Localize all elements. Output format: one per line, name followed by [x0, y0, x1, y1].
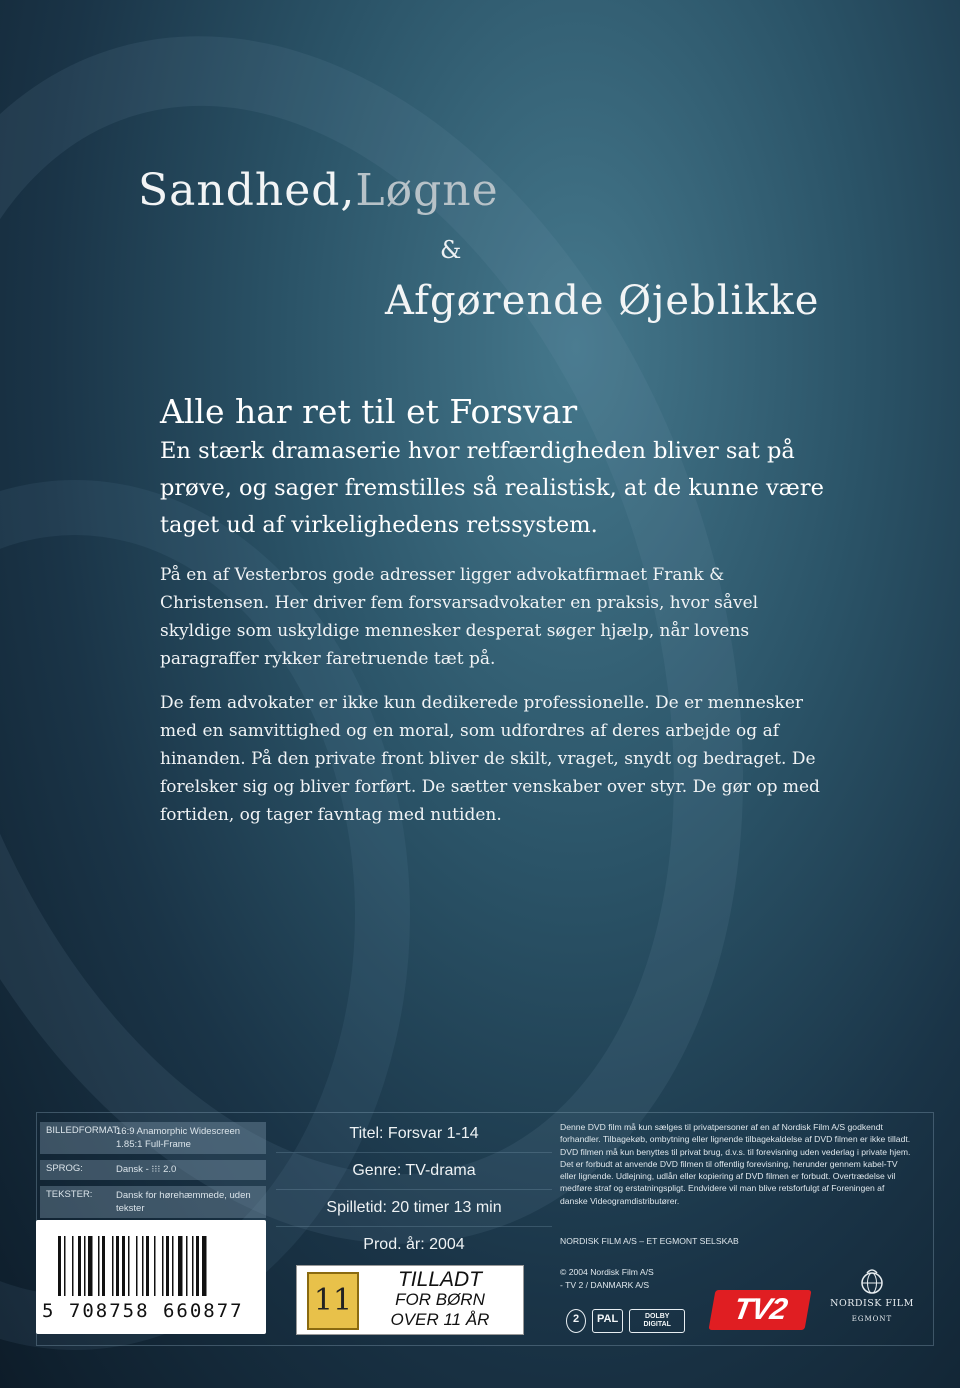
rating-line-3: OVER 11 ÅR — [390, 1310, 490, 1329]
copyright — [560, 1266, 720, 1292]
dolby-line-2: DIGITAL — [643, 1321, 671, 1328]
title-ampersand: & — [440, 236, 462, 264]
lead-paragraph: En stærk dramaserie hvor retfærdigheden bliver sat på prøve, og sager fremstilles så realistisk, at de kunne være taget ud af virkelighedens retssystem. — [160, 438, 824, 538]
info-genre: Genre: TV-drama — [276, 1153, 552, 1190]
barcode — [36, 1220, 266, 1334]
spec-label: SPROG: — [46, 1163, 83, 1174]
rating-line-2: FOR BØRN — [395, 1290, 485, 1309]
age-rating-number: 11 — [307, 1272, 359, 1330]
nordisk-film-sub: EGMONT — [851, 1315, 893, 1323]
headline: Alle har ret til et Forsvar — [160, 392, 578, 431]
age-rating-text — [361, 1270, 519, 1330]
rating-line-1: TILLADT — [397, 1268, 483, 1291]
spec-value: Dansk - ⁝⁝⁝ 2.0 — [116, 1164, 177, 1175]
pal-badge: PAL — [592, 1309, 623, 1333]
spec-table — [40, 1122, 266, 1224]
dolby-line-1: DOLBY — [644, 1313, 670, 1320]
barcode-number: 5 708758 660877 — [42, 1300, 244, 1322]
age-rating — [296, 1265, 524, 1335]
body-paragraph-2: De fem advokater er ikke kun dedikerede professionelle. De er mennesker med en samvittighed og en moral, som udfordres af deres arbejde og af hinanden. På den private front bliver de skilt, vraget, snydt og bedraget. De forelsker sig og bliver forført. De sætter venskaber over styr. De gør op med fortiden, og tager favntag med nutiden. — [160, 693, 820, 825]
title-word-main: Sandhed, — [138, 165, 356, 216]
spec-row-format — [40, 1122, 266, 1154]
format-icons — [566, 1309, 685, 1333]
nordisk-film-name: NORDISK FILM — [830, 1298, 914, 1309]
legal-footer: NORDISK FILM A/S – ET EGMONT SELSKAB — [560, 1236, 739, 1246]
spec-row-language — [40, 1160, 266, 1180]
spec-label: BILLEDFORMAT: — [46, 1125, 120, 1136]
tv2-logo: TV2 — [708, 1290, 811, 1330]
globe-icon — [859, 1268, 885, 1296]
copyright-line-1: © 2004 Nordisk Film A/S — [560, 1267, 654, 1277]
spec-value: Dansk for hørehæmmede, uden tekster — [116, 1190, 251, 1214]
title-line-2: Afgørende Øjeblikke — [385, 278, 820, 324]
product-info — [276, 1116, 552, 1263]
dolby-icon — [629, 1309, 685, 1333]
spec-value: 16:9 Anamorphic Widescreen 1.85:1 Full-Frame — [116, 1126, 241, 1150]
info-production-year: Prod. år: 2004 — [363, 1236, 465, 1253]
info-runtime: Spilletid: 20 timer 13 min — [276, 1190, 552, 1227]
title-line-1 — [138, 165, 499, 216]
title-word-gray: Løgne — [355, 165, 499, 216]
region-badge: 2 — [566, 1309, 586, 1333]
copyright-line-2: - TV 2 / DANMARK A/S — [560, 1280, 650, 1290]
spec-row-subtitles — [40, 1186, 266, 1218]
body-paragraph-1: På en af Vesterbros gode adresser ligger advokatfirmaet Frank & Christensen. Her driver fem forsvarsadvokater en praksis, hvor såvel skyldige som uskyldige mennesker desperat søger hjælp, når lovens paragraffer rykker faretruende tæt på. — [160, 565, 759, 669]
legal-notice: Denne DVD film må kun sælges til privatpersoner af en af Nordisk Film A/S godkendt forhandler. Tilbagekøb, ombytning eller lignende tilbagekaldelse af DVD filmen er ikke tilladt. DVD filmen må kun benyttes til privat brug, d.v.s. til forevisning uden vederlag i private hjem. Det er forbudt at anvende DVD filmen til offentlig forevisning, herunder gennem kabel-TV eller lignende. Udlejning, udlån eller kopiering af DVD filmen er forbudt. Overtrædelse vil medføre straf og erstatningspligt. Endvidere vil man blive retsforfulgt af Foreningen af danske Videogramdistributører. — [560, 1122, 911, 1206]
spec-label: TEKSTER: — [46, 1189, 93, 1200]
barcode-icon — [58, 1236, 248, 1296]
nordisk-film-logo — [826, 1268, 918, 1323]
info-title: Titel: Forsvar 1-14 — [276, 1116, 552, 1153]
